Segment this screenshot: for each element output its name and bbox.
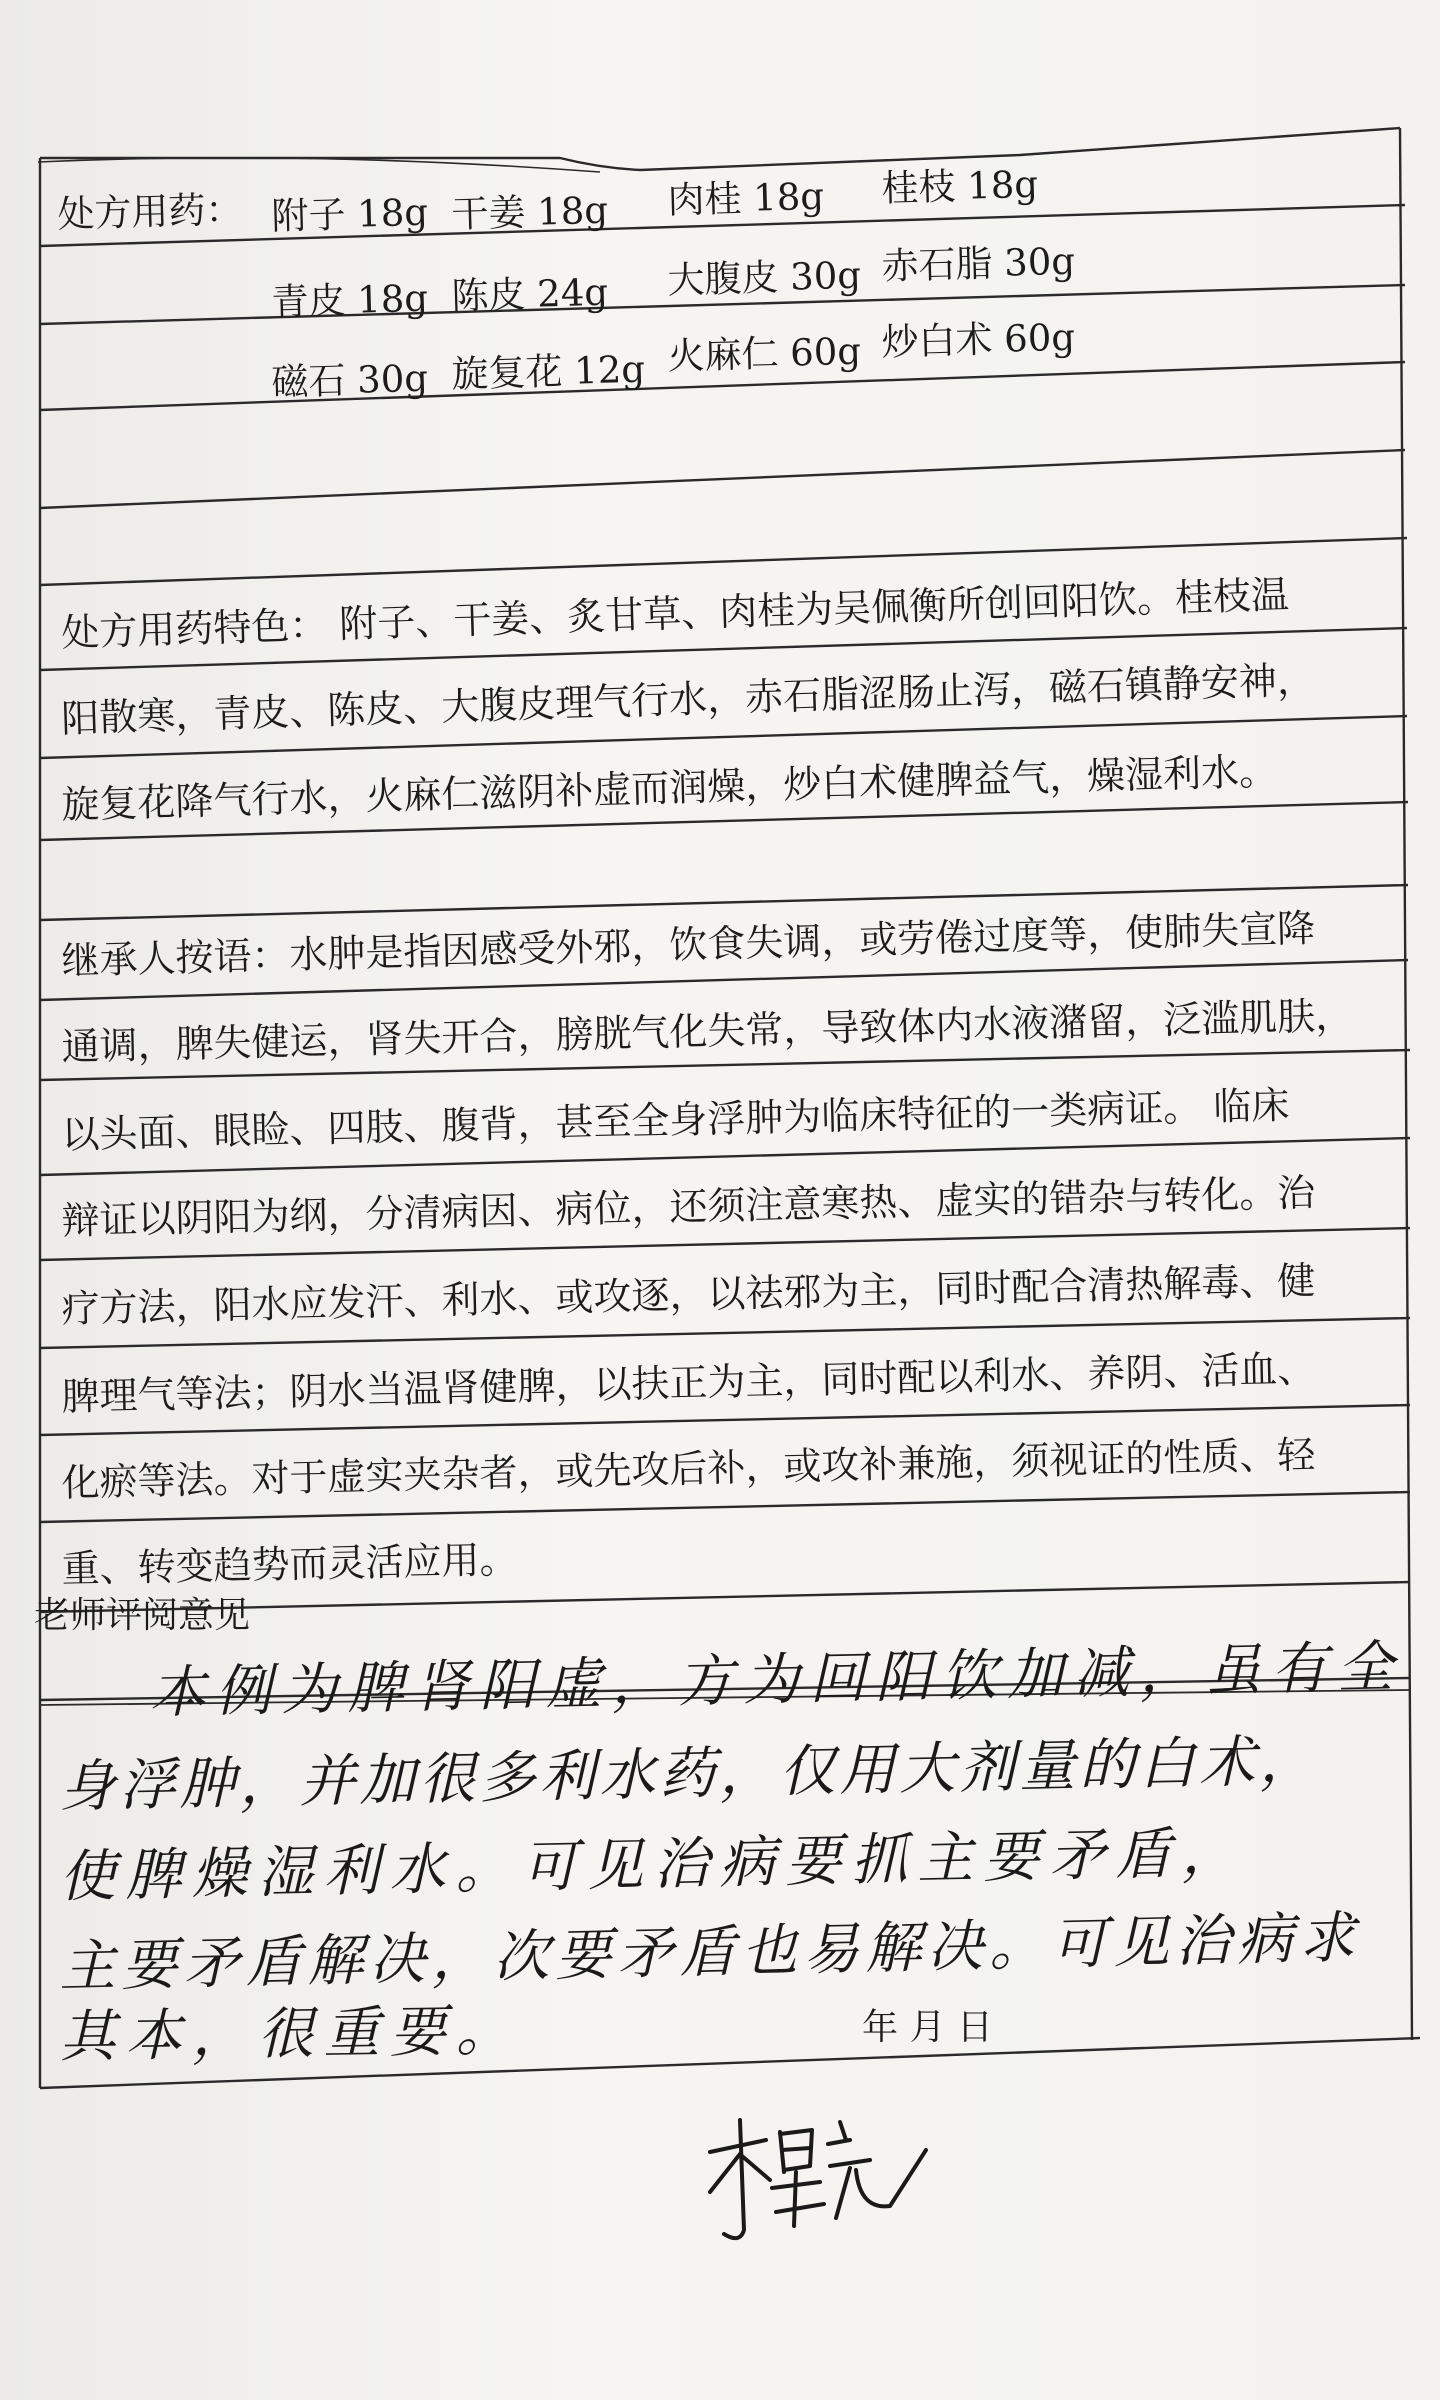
drug-item: 干姜 18g: [450, 188, 609, 236]
handwritten-line: 身浮肿，并加很多利水药，仅用大剂量的白术，: [58, 1728, 1320, 1820]
commentary-line: 疗方法，阳水应发汗、利水、或攻逐，以祛邪为主，同时配合清热解毒、健: [61, 1258, 1316, 1331]
drug-item: 旋复花 12g: [450, 347, 646, 396]
commentary-line: 继承人按语：水肿是指因感受外邪，饮食失调，或劳倦过度等，使肺失宣降: [60, 906, 1316, 983]
features-line: 处方用药特色： 附子、干姜、炙甘草、肉桂为吴佩衡所创回阳饮。桂枝温: [60, 572, 1290, 655]
drug-item: 附子 18g: [270, 190, 429, 238]
commentary-line: 重、转变趋势而灵活应用。: [61, 1537, 518, 1591]
drug-item: 青皮 18g: [270, 276, 429, 324]
handwritten-line: 主要矛盾解决，次要矛盾也易解决。可见治病求: [58, 1905, 1362, 2000]
drug-item: 火麻仁 60g: [666, 329, 862, 378]
drug-item: 肉桂 18g: [666, 174, 825, 222]
prescription-label: 处方用药：: [56, 187, 244, 236]
signature-mark: [700, 2110, 930, 2250]
handwritten-line: 本例为脾肾阳虚，方为回阳饮加减，虽有全: [148, 1634, 1404, 1726]
signature-text: [700, 2110, 701, 2111]
handwritten-line: 使脾燥湿利水。可见治病要抓主要矛盾，: [58, 1820, 1248, 1910]
drug-item: 桂枝 18g: [880, 162, 1039, 210]
commentary-line: 以头面、眼睑、四肢、腹背，甚至全身浮肿为临床特征的一类病证。 临床: [60, 1083, 1290, 1157]
drug-item: 磁石 30g: [270, 356, 429, 404]
date-label: 年 月 日: [862, 2007, 993, 2048]
drug-item: 炒白术 60g: [880, 315, 1076, 364]
drug-item: 赤石脂 30g: [880, 239, 1076, 288]
commentary-line: 脾理气等法；阴水当温肾健脾，以扶正为主，同时配以利水、养阴、活血、: [61, 1346, 1316, 1419]
drug-item: 陈皮 24g: [450, 270, 609, 318]
commentary-line: 辩证以阴阳为纲，分清病因、病位，还须注意寒热、虚实的错杂与转化。治: [61, 1170, 1316, 1243]
commentary-line: 通调，脾失健运，肾失开合，膀胱气化失常，导致体内水液潴留，泛滥肌肤，: [60, 993, 1354, 1069]
drug-item: 大腹皮 30g: [666, 253, 862, 302]
review-heading: 老师评阅意见: [34, 1595, 251, 1636]
commentary-line: 化瘀等法。对于虚实夹杂者，或先攻后补，或攻补兼施，须视证的性质、轻: [61, 1432, 1316, 1505]
features-line: 旋复花降气行水，火麻仁滋阴补虚而润燥，炒白术健脾益气，燥湿利水。: [60, 749, 1278, 827]
features-line: 阳散寒，青皮、陈皮、大腹皮理气行水，赤石脂涩肠止泻，磁石镇静安神，: [60, 657, 1316, 741]
handwritten-line: 其本，很重要。: [59, 1998, 523, 2070]
